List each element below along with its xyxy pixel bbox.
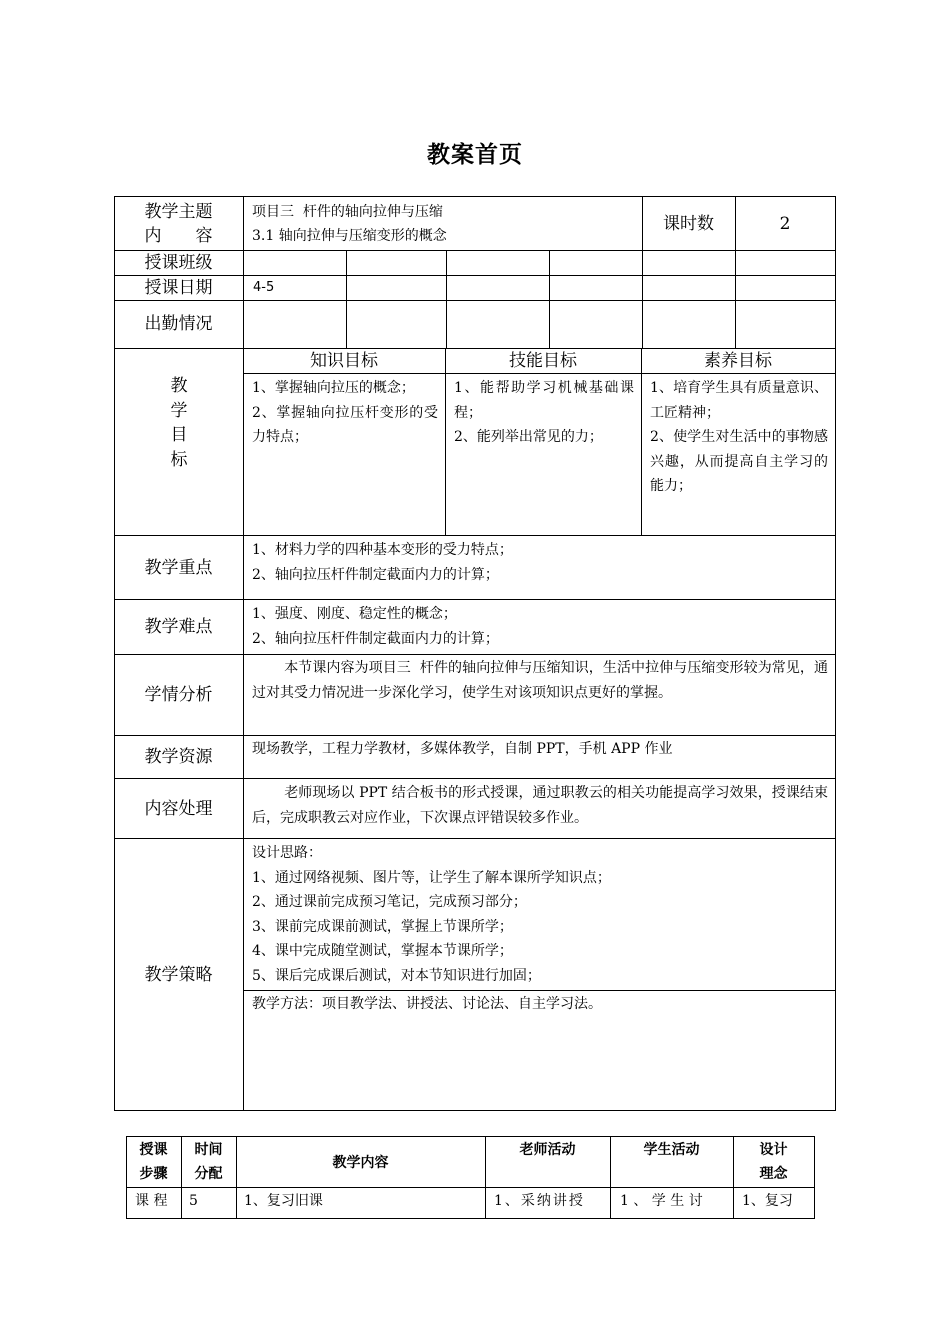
quality-goal-text: 1、培育学生具有质量意识、工匠精神； 2、使学生对生活中的事物感兴趣，从而提高自主学习的能力； (650, 380, 828, 494)
key-points-label: 教学重点 (144, 558, 213, 578)
processing-content: 老师现场以 PPT 结合板书的形式授课，通过职教云的相关功能提高学习效果，授课结束后，完成职教云对应作业，下次课点评错误较多作业。 (252, 785, 828, 826)
date-value: 4-5 (253, 280, 275, 295)
processing-label: 内容处理 (144, 799, 213, 819)
difficulties-label: 教学难点 (144, 617, 213, 637)
resources-label: 教学资源 (144, 747, 213, 767)
row-content: 1、复习旧课 (244, 1193, 323, 1209)
row-time: 5 (189, 1193, 198, 1209)
attendance-label: 出勤情况 (144, 314, 213, 334)
header-student: 学生活动 (643, 1142, 700, 1158)
header-step: 授课 步骤 (139, 1142, 168, 1182)
skill-goal-text: 1、能帮助学习机械基础课程； 2、能列举出常见的力； (454, 380, 634, 445)
analysis-label: 学情分析 (144, 685, 213, 705)
header-teacher: 老师活动 (519, 1142, 576, 1158)
row-design: 1、复习 (742, 1193, 793, 1209)
design-ideas-line: 4、课中完成随堂测试，掌握本节课所学； (252, 943, 513, 959)
design-ideas-line: 1、通过网络视频、图片等，让学生了解本课所学知识点； (252, 869, 611, 886)
quality-goal-header: 素养目标 (704, 351, 772, 371)
row-teacher: 1、采纳讲授 (494, 1193, 585, 1209)
topic-content: 项目三 杆件的轴向拉伸与压缩 3.1 轴向拉伸与压缩变形的概念 (252, 204, 447, 244)
design-ideas-line: 设计思路： (252, 845, 322, 861)
page-title: 教案首页 (427, 141, 523, 168)
teaching-methods: 教学方法：项目教学法、讲授法、讨论法、自主学习法。 (252, 996, 602, 1012)
design-ideas (252, 841, 828, 988)
date-label: 授课日期 (144, 278, 213, 298)
design-ideas-line: 2、通过课前完成预习笔记，完成预习部分； (252, 894, 527, 910)
row-step: 课 程 (135, 1193, 168, 1209)
difficulties-content: 1、强度、刚度、稳定性的概念； 2、轴向拉压杆件制定截面内力的计算； (252, 606, 499, 647)
key-points-content: 1、材料力学的四种基本变形的受力特点； 2、轴向拉压杆件制定截面内力的计算； (252, 542, 513, 583)
knowledge-goal-header: 知识目标 (310, 351, 378, 371)
class-label: 授课班级 (144, 253, 213, 273)
skill-goal-header: 技能目标 (509, 351, 577, 371)
design-ideas-line: 5、课后完成课后测试，对本节知识进行加固； (252, 967, 541, 984)
header-time: 时间 分配 (194, 1142, 223, 1182)
goals-label: 教 学 目 标 (170, 376, 188, 470)
topic-label: 教学主题 内 容 (144, 202, 213, 246)
header-design: 设计 理念 (759, 1142, 788, 1182)
row-student: 1 、 学 生 讨 (620, 1193, 703, 1209)
knowledge-goal-text: 1、掌握轴向拉压的概念； 2、掌握轴向拉压杆变形的受力特点； (252, 380, 438, 445)
design-ideas-line: 3、课前完成课前测试，掌握上节课所学； (252, 918, 513, 935)
resources-content: 现场教学，工程力学教材，多媒体教学，自制 PPT，手机 APP 作业 (252, 741, 673, 757)
hours-value: 2 (779, 214, 791, 234)
header-content: 教学内容 (332, 1155, 389, 1171)
analysis-content: 本节课内容为项目三 杆件的轴向拉伸与压缩知识，生活中拉伸与压缩变形较为常见，通过对其受力情况进一步深化学习，使学生对该项知识点更好的掌握。 (252, 660, 828, 701)
hours-label: 课时数 (663, 214, 714, 234)
strategy-label: 教学策略 (144, 965, 213, 985)
